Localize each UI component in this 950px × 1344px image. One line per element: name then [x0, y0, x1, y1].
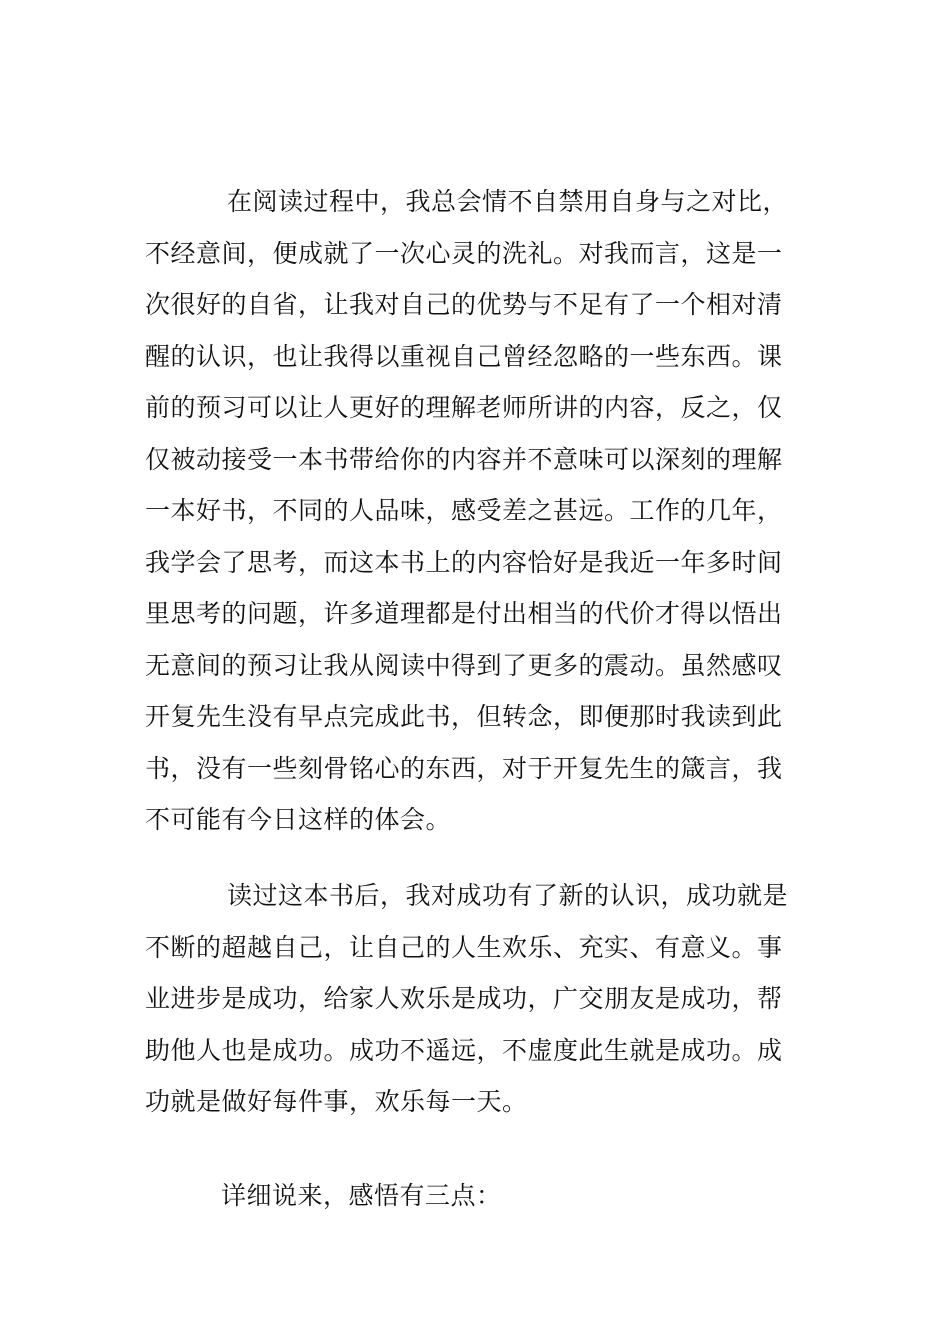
paragraph-line: 不经意间，便成就了一次心灵的洗礼。对我而言，这是一 — [145, 238, 783, 268]
paragraph-line: 前的预习可以让人更好的理解老师所讲的内容，反之，仅 — [145, 393, 783, 422]
paragraph-line: 助他人也是成功。成功不遥远，不虚度此生就是成功。成 — [145, 1035, 783, 1065]
paragraph-line: 仅被动接受一本书带给你的内容并不意味可以深刻的理解 — [145, 444, 783, 474]
paragraph-2 — [145, 870, 810, 1128]
paragraph-line: 无意间的预习让我从阅读中得到了更多的震动。虽然感叹 — [145, 650, 783, 680]
paragraph-line: 开复先生没有早点完成此书，但转念，即便那时我读到此 — [145, 702, 783, 731]
paragraph-line: 醒的认识，也让我得以重视自己曾经忽略的一些东西。课 — [145, 341, 783, 371]
paragraph-line: 我学会了思考，而这本书上的内容恰好是我近一年多时间 — [145, 547, 783, 577]
paragraph-line: 读过这本书后，我对成功有了新的认识，成功就是 — [227, 881, 789, 910]
paragraph-line: 业进步是成功，给家人欢乐是成功，广交朋友是成功，帮 — [145, 984, 783, 1013]
paragraph-line: 详细说来，感悟有三点： — [221, 1181, 502, 1210]
paragraph-line: 书，没有一些刻骨铭心的东西，对于开复先生的箴言，我 — [145, 753, 783, 783]
paragraph-line: 在阅读过程中，我总会情不自禁用自身与之对比， — [227, 187, 789, 216]
paragraph-1 — [145, 176, 810, 846]
paragraph-line: 一本好书，不同的人品味，感受差之甚远。工作的几年， — [145, 496, 783, 525]
paragraph-line: 不可能有今日这样的体会。 — [145, 805, 452, 834]
paragraph-line: 里思考的问题，许多道理都是付出相当的代价才得以悟出 — [145, 599, 783, 628]
paragraph-line: 功就是做好每件事，欢乐每一天。 — [145, 1087, 528, 1116]
paragraph-3 — [145, 1170, 810, 1222]
paragraph-line: 次很好的自省，让我对自己的优势与不足有了一个相对清 — [145, 290, 783, 319]
paragraph-line: 不断的超越自己，让自己的人生欢乐、充实、有意义。事 — [145, 932, 783, 962]
